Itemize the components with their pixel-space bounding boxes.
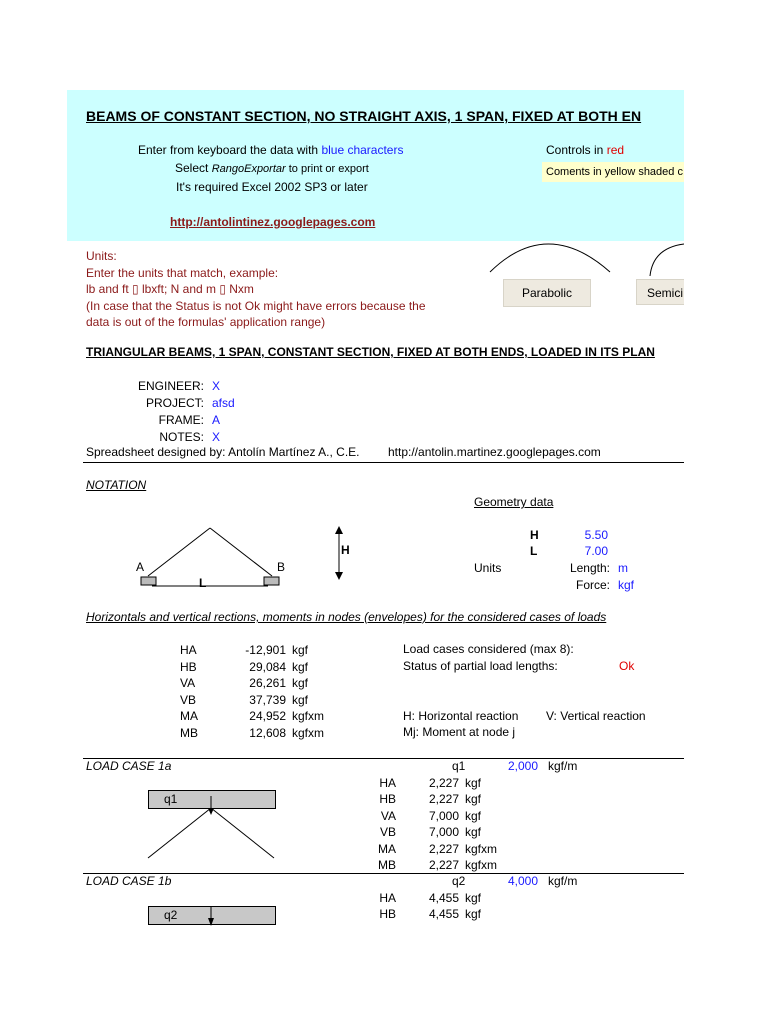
enter-instructions: Enter from keyboard the data with blue characters xyxy=(138,143,404,157)
select-instructions: Select RangoExportar to print or export xyxy=(175,161,369,175)
table-row: HB 2,227 kgf xyxy=(379,792,482,807)
v-note: V: Vertical reaction xyxy=(546,709,646,723)
designer-credit: Spreadsheet designed by: Antolín Martínez A., C.E. xyxy=(86,445,360,459)
notation-label: NOTATION xyxy=(86,478,147,492)
table-row: VB 7,000 kgf xyxy=(379,825,482,840)
load-arrow-icon xyxy=(205,906,217,930)
table-row: VB 37,739 kgf xyxy=(180,692,309,707)
force-unit-label: Force: xyxy=(575,578,610,592)
mj-note: Mj: Moment at node j xyxy=(403,725,516,739)
table-row: HA 4,455 kgf xyxy=(379,891,482,905)
table-row: MB 12,608 kgfxm xyxy=(180,725,325,740)
q1-unit: kgf/m xyxy=(548,759,578,773)
table-row: MA 2,227 kgfxm xyxy=(378,841,498,856)
project-values[interactable] xyxy=(212,378,235,446)
table-row: HA -12,901 kgf xyxy=(180,643,309,657)
span-l-label: L xyxy=(199,576,207,590)
node-a-label: A xyxy=(136,560,145,574)
length-unit-input[interactable]: m xyxy=(618,561,628,575)
load-bar-q2: q2 xyxy=(148,906,276,925)
table-row: MA 24,952 kgfxm xyxy=(180,709,325,724)
arch-shapes-icon xyxy=(485,236,684,276)
q2-unit: kgf/m xyxy=(548,874,578,888)
geometry-l-input[interactable]: 7.00 xyxy=(584,544,608,558)
parabolic-button[interactable]: Parabolic xyxy=(503,279,591,307)
project-field[interactable]: afsd xyxy=(212,396,235,410)
geometry-title: Geometry data xyxy=(474,495,554,509)
divider xyxy=(83,758,684,759)
load-case-1b-table xyxy=(368,890,481,923)
table-row: VA 26,261 kgf xyxy=(180,676,309,691)
comments-yellow-note: Coments in yellow shaded c xyxy=(542,162,684,182)
page-title: BEAMS OF CONSTANT SECTION, NO STRAIGHT AXIS, 1 SPAN, FIXED AT BOTH EN xyxy=(86,108,642,124)
table-row: HB 29,084 kgf xyxy=(180,659,309,674)
engineer-field[interactable]: X xyxy=(212,379,221,393)
load-bar-q1: q1 xyxy=(148,790,276,809)
project-labels: ENGINEER: PROJECT: FRAME: NOTES: xyxy=(137,379,204,444)
author-link[interactable]: http://antolintinez.googlepages.com xyxy=(170,215,376,229)
table-row: VA 7,000 kgf xyxy=(380,808,482,823)
units-label: Units xyxy=(474,561,502,575)
table-row: HB 4,455 kgf xyxy=(379,907,482,922)
divider xyxy=(83,462,684,463)
status-value: Ok xyxy=(619,659,635,673)
node-b-label: B xyxy=(277,560,286,574)
frame-field[interactable]: A xyxy=(212,413,221,427)
geometry-h-label: H xyxy=(530,528,539,542)
divider xyxy=(83,873,684,874)
height-h-label: H xyxy=(341,543,350,557)
section-title: TRIANGULAR BEAMS, 1 SPAN, CONSTANT SECTION, FIXED AT BOTH ENDS, LOADED IN ITS PLAN xyxy=(86,345,655,359)
load-case-1a-table xyxy=(368,775,497,873)
status-label: Status of partial load lengths: xyxy=(403,659,558,673)
force-unit-input[interactable]: kgf xyxy=(618,578,635,592)
geometry-h-input[interactable]: 5.50 xyxy=(584,528,608,542)
envelope-table xyxy=(180,642,324,742)
semicircular-button[interactable]: Semici xyxy=(636,279,684,305)
q2-label: q2 xyxy=(452,874,466,888)
excel-requirement: It's required Excel 2002 SP3 or later xyxy=(176,180,368,194)
units-note: Units: Enter the units that match, example: lb and ft ▯ lbxft; N and m ▯ Nxm (In case that the Status is not Ok might have errors because the data is out of the formulas' application range) xyxy=(86,249,426,329)
load-cases-label: Load cases considered (max 8): xyxy=(403,642,574,656)
q1-input[interactable]: 2,000 xyxy=(507,759,538,773)
q2-input[interactable]: 4,000 xyxy=(507,874,538,888)
load-case-1b-title: LOAD CASE 1b xyxy=(86,874,172,888)
q1-label: q1 xyxy=(452,759,466,773)
envelopes-title: Horizontals and vertical rections, moments in nodes (envelopes) for the considered cases of loads xyxy=(86,610,607,624)
controls-legend: Controls in red xyxy=(546,143,625,157)
length-unit-label: Length: xyxy=(569,561,610,575)
triangle-beam-diagram xyxy=(130,520,360,590)
loaded-triangle-diagram xyxy=(140,796,280,862)
table-row: HA 2,227 kgf xyxy=(379,776,482,790)
table-row: MB 2,227 kgfxm xyxy=(378,858,498,873)
load-case-1a-title: LOAD CASE 1a xyxy=(86,759,172,773)
designer-link[interactable]: http://antolin.martinez.googlepages.com xyxy=(388,445,601,459)
h-note: H: Horizontal reaction xyxy=(403,709,519,723)
geometry-l-label: L xyxy=(530,544,538,558)
notes-field[interactable]: X xyxy=(212,430,221,444)
